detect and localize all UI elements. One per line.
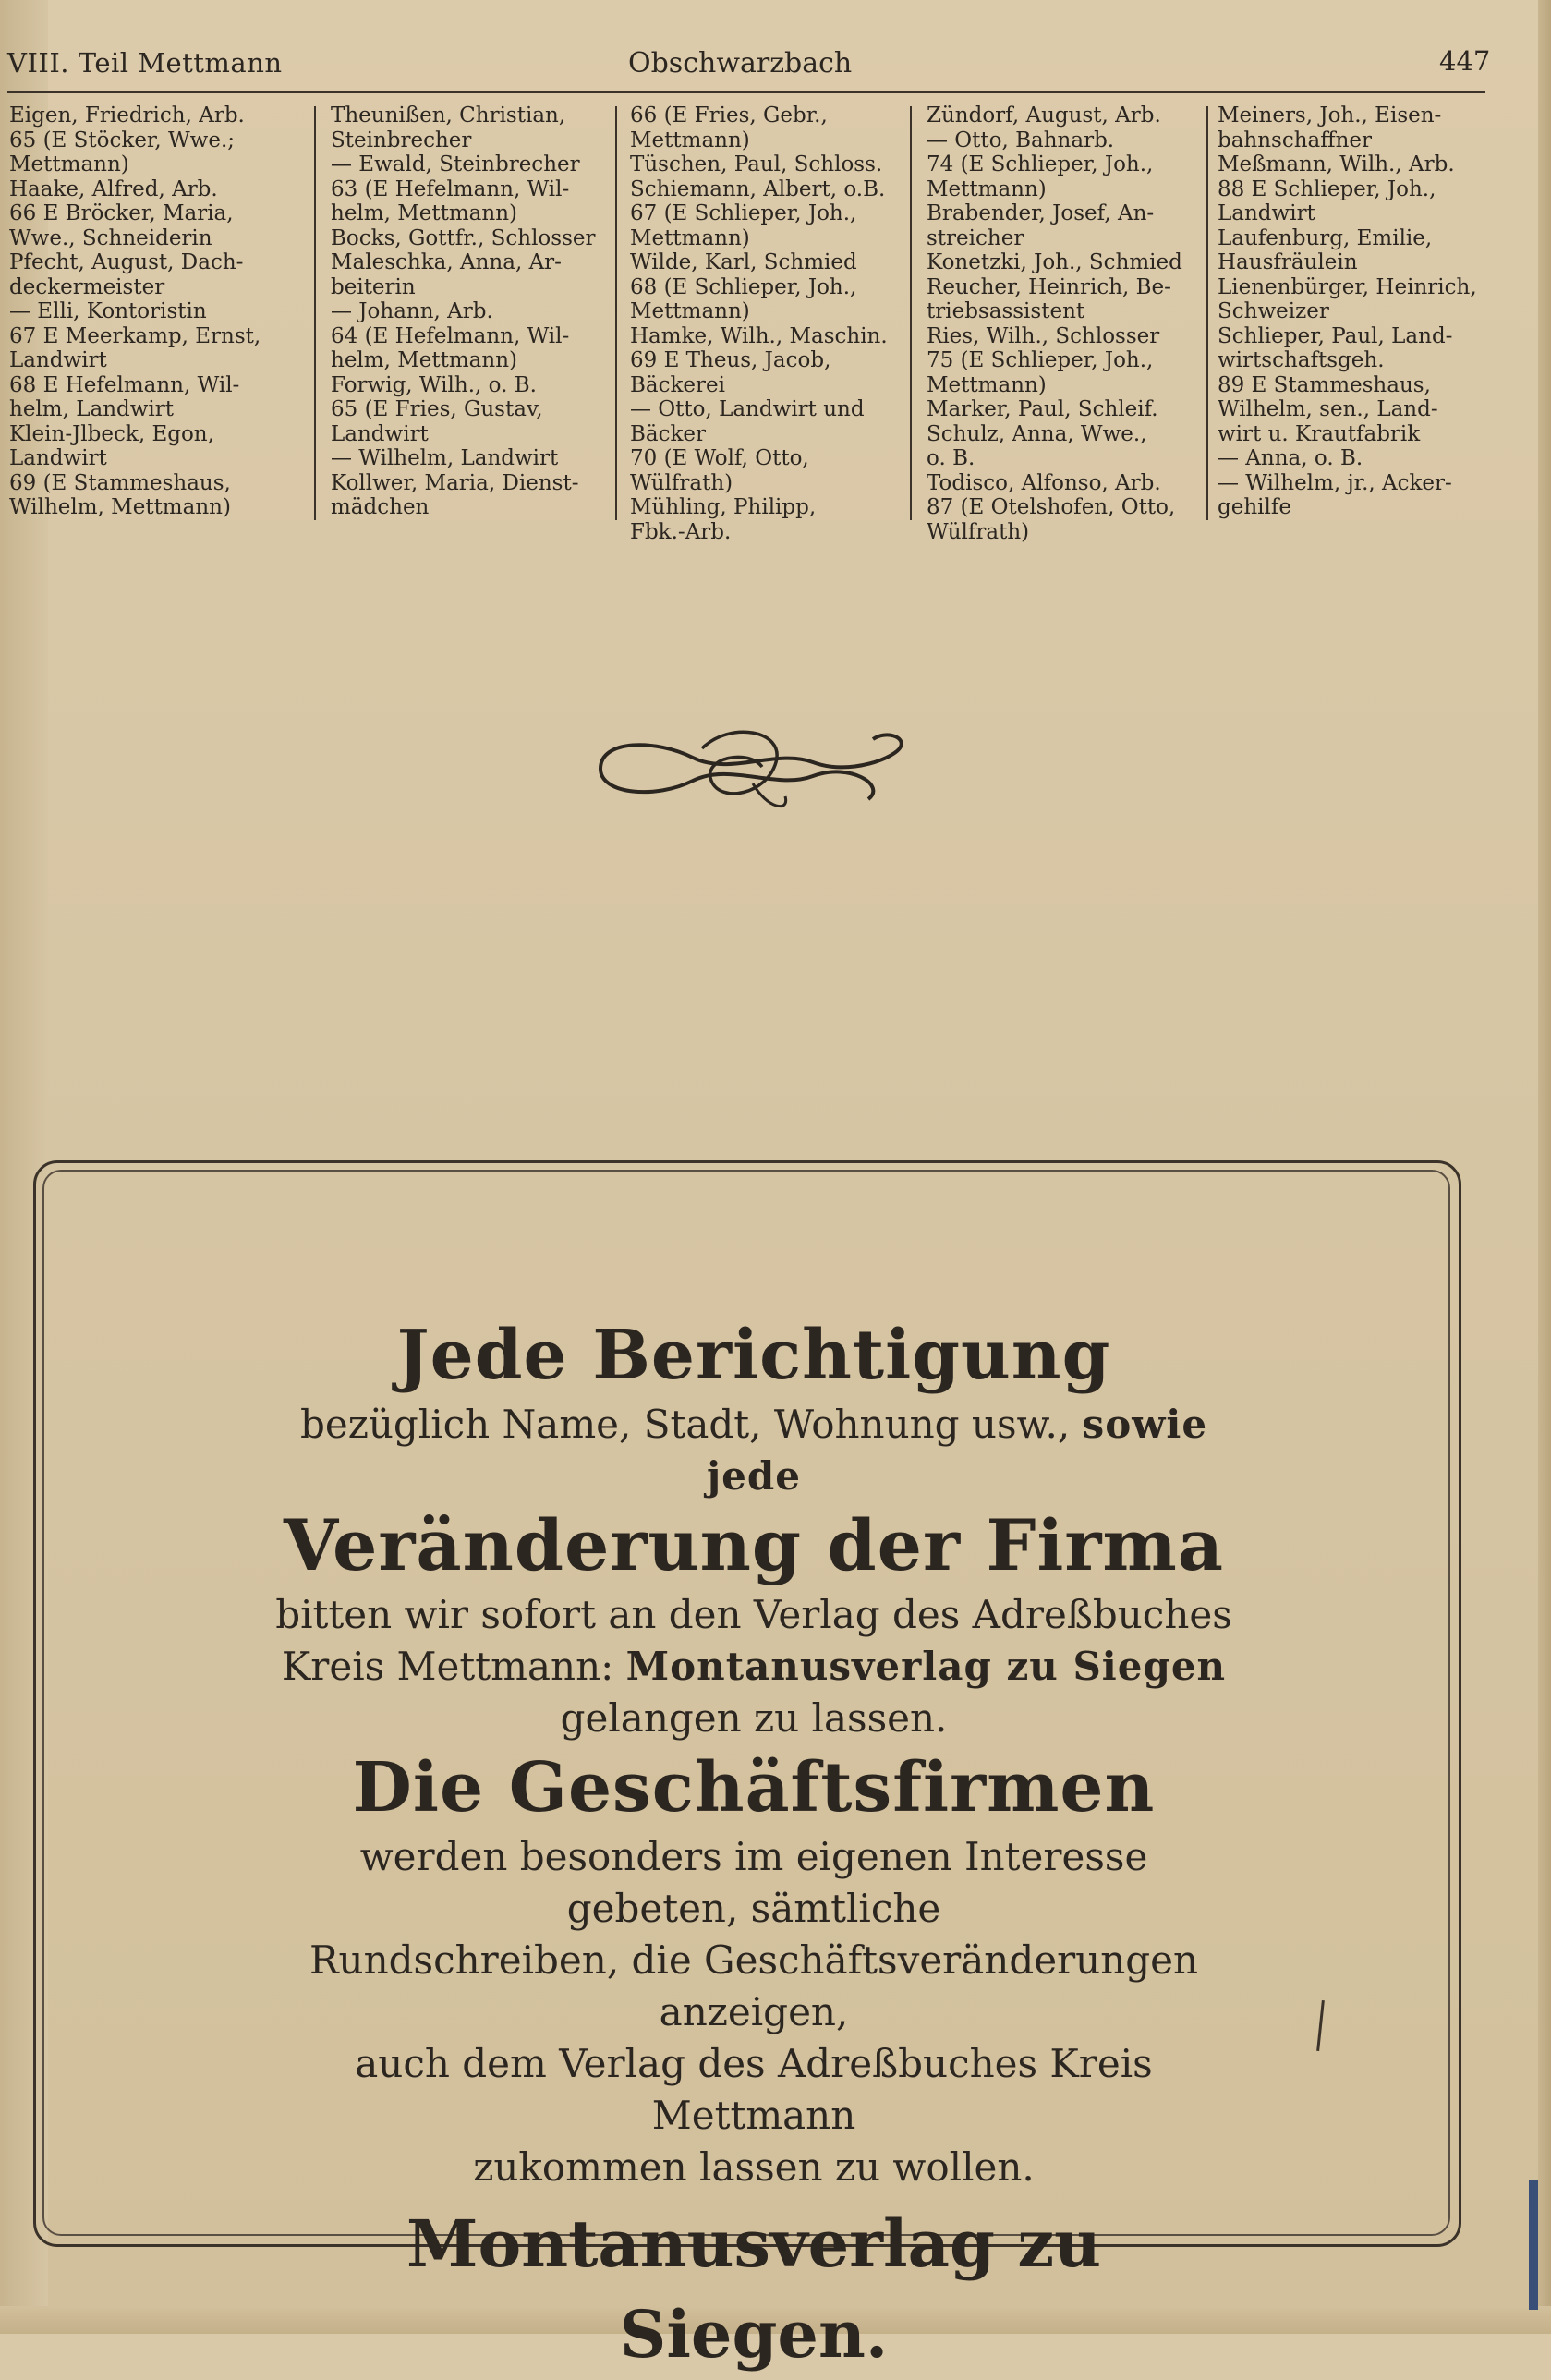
notice-text-bold: sowie jede xyxy=(706,1402,1208,1499)
notice-line: zukommen lassen zu wollen. xyxy=(473,2144,1035,2190)
directory-line: helm, Mettmann) xyxy=(331,348,517,372)
directory-line: Mettmann) xyxy=(630,128,750,152)
directory-column-4 xyxy=(927,103,1196,544)
directory-line: 68 (E Schlieper, Joh., xyxy=(630,274,857,299)
directory-line: streicher xyxy=(927,225,1024,250)
directory-line: Fbk.-Arb. xyxy=(630,519,732,544)
notice-line xyxy=(273,1399,1234,1502)
directory-line: Mettmann) xyxy=(9,152,129,176)
directory-line: Meiners, Joh., Eisen- xyxy=(1218,103,1442,128)
directory-line: Wwe., Schneiderin xyxy=(9,225,212,250)
directory-line: 70 (E Wolf, Otto, xyxy=(630,446,809,470)
directory-line: Meßmann, Wilh., Arb. xyxy=(1218,152,1455,176)
directory-line: wirt u. Krautfabrik xyxy=(1218,421,1421,446)
directory-line: Pfecht, August, Dach- xyxy=(9,250,244,274)
directory-line: Wilhelm, sen., Land- xyxy=(1218,397,1438,421)
directory-line: Tüschen, Paul, Schloss. xyxy=(630,152,883,176)
directory-line: 64 (E Hefelmann, Wil- xyxy=(331,323,570,348)
directory-line: Brabender, Josef, An- xyxy=(927,201,1155,225)
publisher-notice xyxy=(273,1312,1234,2380)
directory-line: helm, Mettmann) xyxy=(331,201,517,225)
directory-line: Bäckerei xyxy=(630,372,726,397)
notice-text: Kreis Mettmann: xyxy=(281,1644,614,1689)
directory-line: Schulz, Anna, Wwe., xyxy=(927,421,1147,446)
directory-line: gehilfe xyxy=(1218,495,1291,519)
directory-line: helm, Landwirt xyxy=(9,397,175,421)
directory-line: 89 E Stammeshaus, xyxy=(1218,372,1431,397)
notice-line: auch dem Verlag des Adreßbuches Kreis Mettmann xyxy=(355,2041,1153,2138)
directory-line: Zündorf, August, Arb. xyxy=(927,103,1161,128)
directory-line: Wülfrath) xyxy=(927,519,1030,544)
directory-line: — Wilhelm, Landwirt xyxy=(331,446,559,470)
directory-line: Wilde, Karl, Schmied xyxy=(630,250,857,274)
page-number: 447 xyxy=(1439,45,1491,77)
directory-column-1 xyxy=(9,103,303,520)
column-divider xyxy=(910,106,912,520)
directory-line: Laufenburg, Emilie, xyxy=(1218,225,1433,250)
directory-line: 69 (E Stammeshaus, xyxy=(9,470,231,495)
directory-line: triebsassistent xyxy=(927,299,1085,323)
directory-line: beiterin xyxy=(331,274,416,299)
directory-line: Hausfräulein xyxy=(1218,250,1358,274)
notice-heading-1: Jede Berichtigung xyxy=(396,1316,1111,1395)
directory-line: Maleschka, Anna, Ar- xyxy=(331,250,562,274)
directory-line: Forwig, Wilh., o. B. xyxy=(331,372,537,397)
directory-line: 65 (E Fries, Gustav, xyxy=(331,397,543,421)
directory-line: Konetzki, Joh., Schmied xyxy=(927,250,1182,274)
directory-line: Bäcker xyxy=(630,421,707,446)
directory-line: 69 E Theus, Jacob, xyxy=(630,348,831,372)
column-divider xyxy=(314,106,316,520)
directory-line: Wilhelm, Mettmann) xyxy=(9,495,231,519)
directory-line: Kollwer, Maria, Dienst- xyxy=(331,470,579,495)
directory-column-5 xyxy=(1218,103,1487,520)
directory-line: 66 (E Fries, Gebr., xyxy=(630,103,828,128)
directory-line: Bocks, Gottfr., Schlosser xyxy=(331,225,596,250)
notice-heading-2: Veränderung der Firma xyxy=(283,1504,1225,1586)
notice-line: Rundschreiben, die Geschäftsveränderungen anzeigen, xyxy=(309,1937,1199,2034)
directory-line: Eigen, Friedrich, Arb. xyxy=(9,103,245,128)
directory-line: mädchen xyxy=(331,495,430,519)
directory-line: Schweizer xyxy=(1218,299,1329,323)
directory-line: Landwirt xyxy=(9,348,107,372)
notice-footer: Montanusverlag zu Siegen. xyxy=(406,2205,1101,2373)
directory-line: deckermeister xyxy=(9,274,165,299)
notice-heading-3: Die Geschäftsfirmen xyxy=(352,1748,1156,1828)
column-divider xyxy=(1206,106,1208,520)
directory-line: Mühling, Philipp, xyxy=(630,495,817,519)
directory-line: Theunißen, Christian, xyxy=(331,103,566,128)
directory-line: Mettmann) xyxy=(927,372,1047,397)
directory-line: Klein-Jlbeck, Egon, xyxy=(9,421,214,446)
directory-line: Lienenbürger, Heinrich, xyxy=(1218,274,1477,299)
directory-line: 87 (E Otelshofen, Otto, xyxy=(927,495,1176,519)
directory-line: 63 (E Hefelmann, Wil- xyxy=(331,176,570,201)
notice-line: bitten wir sofort an den Verlag des Adreßbuches xyxy=(275,1592,1232,1637)
notice-line xyxy=(273,1641,1234,1693)
directory-line: — Elli, Kontoristin xyxy=(9,299,207,323)
notice-publisher: Montanusverlag zu Siegen xyxy=(625,1644,1227,1689)
blue-tab-marker xyxy=(1529,2180,1538,2310)
directory-line: Landwirt xyxy=(331,421,429,446)
notice-line: gelangen zu lassen. xyxy=(560,1695,948,1741)
directory-line: — Otto, Landwirt und xyxy=(630,397,865,421)
header-rule xyxy=(7,91,1485,93)
running-head xyxy=(0,42,1551,86)
directory-line: Marker, Paul, Schleif. xyxy=(927,397,1158,421)
directory-line: Schlieper, Paul, Land- xyxy=(1218,323,1453,348)
directory-line: Mettmann) xyxy=(927,176,1047,201)
directory-line: — Wilhelm, jr., Acker- xyxy=(1218,470,1452,495)
directory-line: Mettmann) xyxy=(630,225,750,250)
directory-line: — Otto, Bahnarb. xyxy=(927,128,1115,152)
directory-line: Steinbrecher xyxy=(331,128,472,152)
directory-line: wirtschaftsgeh. xyxy=(1218,348,1385,372)
directory-line: 65 (E Stöcker, Wwe.; xyxy=(9,128,236,152)
notice-text: bezüglich Name, Stadt, Wohnung usw., xyxy=(299,1402,1071,1447)
directory-column-3 xyxy=(630,103,898,544)
notice-line: werden besonders im eigenen Interesse gebeten, sämtliche xyxy=(359,1834,1148,1931)
column-divider xyxy=(615,106,617,520)
directory-line: 75 (E Schlieper, Joh., xyxy=(927,348,1154,372)
header-section: VIII. Teil Mettmann xyxy=(7,47,283,79)
directory-column-2 xyxy=(331,103,608,520)
directory-line: Reucher, Heinrich, Be- xyxy=(927,274,1171,299)
directory-line: Hamke, Wilh., Maschin. xyxy=(630,323,888,348)
directory-line: Ries, Wilh., Schlosser xyxy=(927,323,1160,348)
directory-line: — Johann, Arb. xyxy=(331,299,493,323)
directory-line: — Ewald, Steinbrecher xyxy=(331,152,580,176)
directory-line: 88 E Schlieper, Joh., xyxy=(1218,176,1436,201)
header-title: Obschwarzbach xyxy=(628,47,853,79)
directory-line: 74 (E Schlieper, Joh., xyxy=(927,152,1154,176)
directory-line: 67 (E Schlieper, Joh., xyxy=(630,201,857,225)
directory-line: Landwirt xyxy=(1218,201,1315,225)
directory-line: 68 E Hefelmann, Wil- xyxy=(9,372,240,397)
flourish-ornament xyxy=(591,721,910,818)
directory-line: Landwirt xyxy=(9,446,107,470)
directory-line: Mettmann) xyxy=(630,299,750,323)
directory-line: 67 E Meerkamp, Ernst, xyxy=(9,323,261,348)
directory-line: — Anna, o. B. xyxy=(1218,446,1363,470)
directory-line: bahnschaffner xyxy=(1218,128,1373,152)
directory-line: o. B. xyxy=(927,446,975,470)
directory-line: 66 E Bröcker, Maria, xyxy=(9,201,234,225)
directory-line: Haake, Alfred, Arb. xyxy=(9,176,218,201)
directory-line: Wülfrath) xyxy=(630,470,733,495)
directory-line: Todisco, Alfonso, Arb. xyxy=(927,470,1161,495)
directory-line: Schiemann, Albert, o.B. xyxy=(630,176,886,201)
page-edge xyxy=(1538,0,1551,2334)
